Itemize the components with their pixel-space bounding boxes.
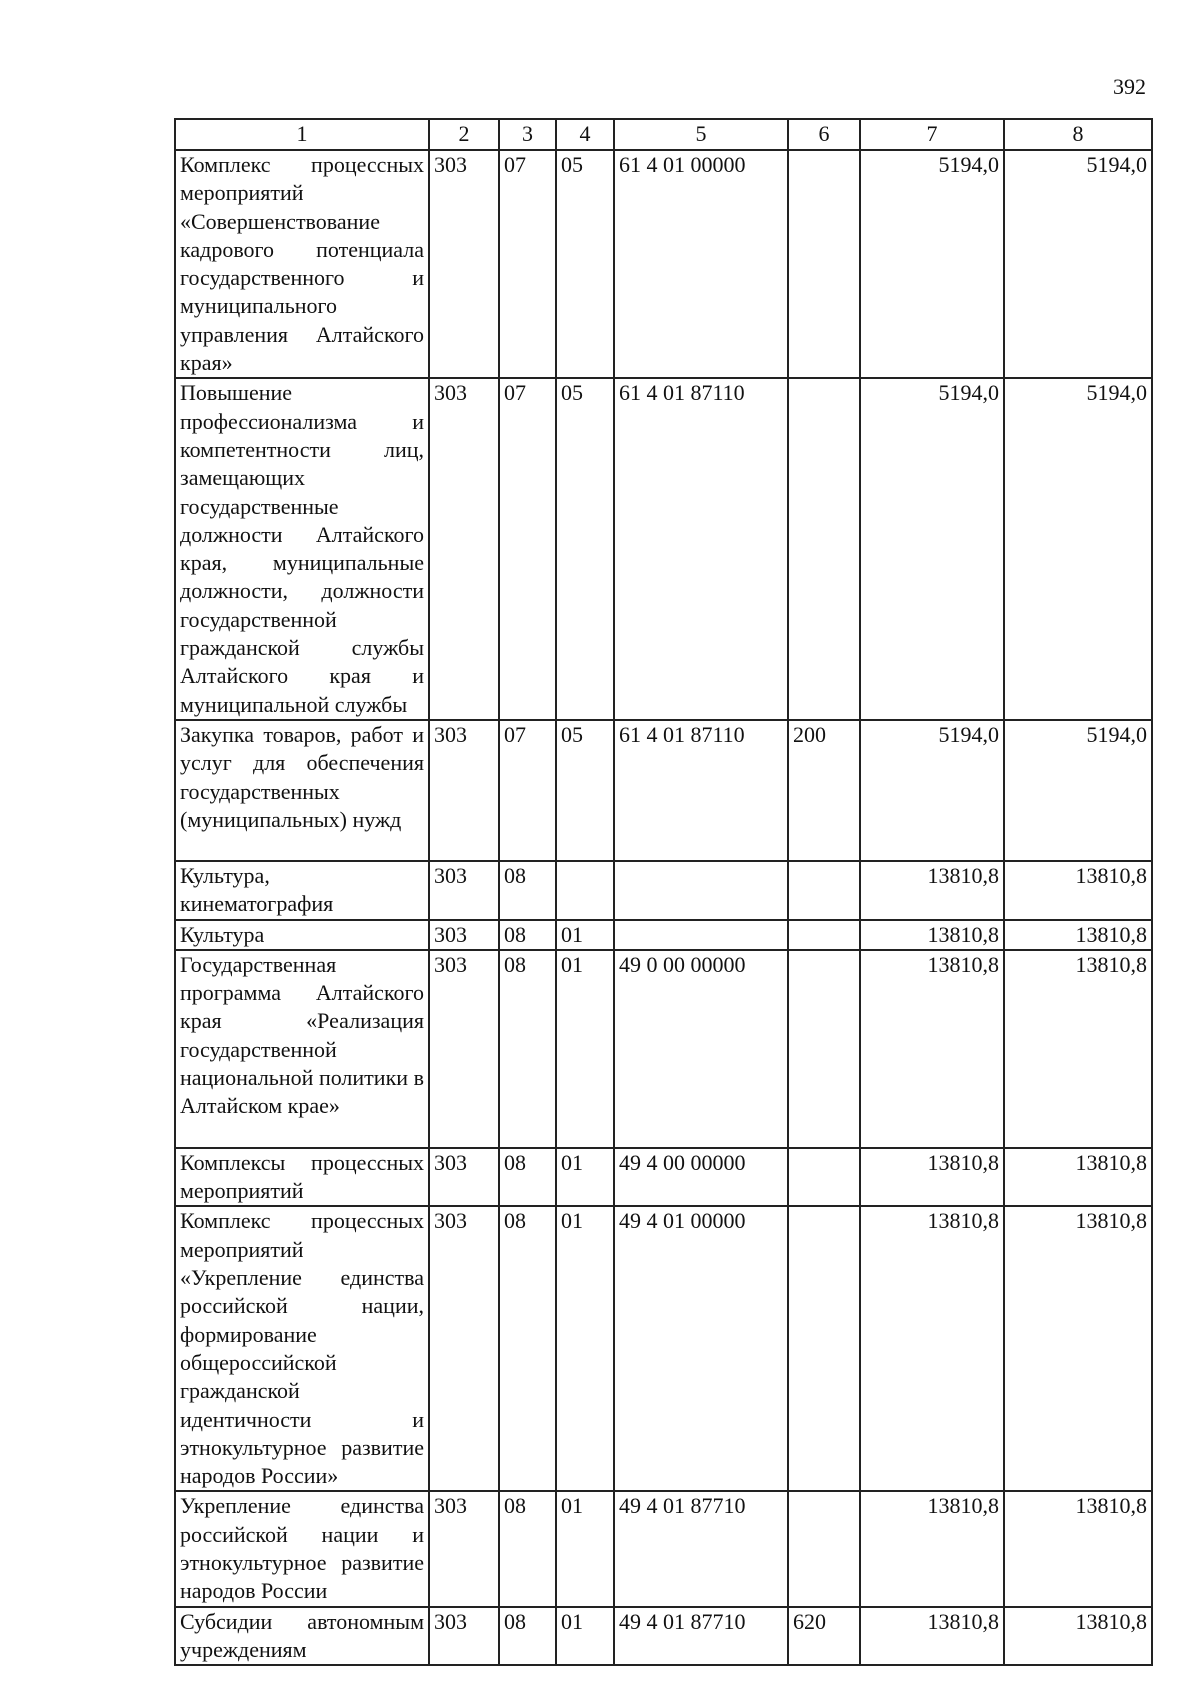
cell-col-5 bbox=[614, 920, 788, 950]
cell-col-5: 49 0 00 00000 bbox=[614, 950, 788, 1148]
cell-col-3: 07 bbox=[499, 378, 556, 720]
cell-col-3: 08 bbox=[499, 1491, 556, 1606]
cell-col-2: 303 bbox=[429, 861, 499, 920]
cell-col-3: 08 bbox=[499, 920, 556, 950]
header-col-8: 8 bbox=[1004, 119, 1152, 150]
cell-col-5: 61 4 01 87110 bbox=[614, 720, 788, 861]
cell-col-2: 303 bbox=[429, 920, 499, 950]
cell-col-4: 05 bbox=[556, 150, 614, 378]
cell-col-7: 13810,8 bbox=[860, 1491, 1004, 1606]
table-row bbox=[175, 1148, 1152, 1207]
table-row bbox=[175, 720, 1152, 861]
cell-col-6 bbox=[788, 378, 860, 720]
cell-col-3: 08 bbox=[499, 1607, 556, 1666]
cell-col-2: 303 bbox=[429, 150, 499, 378]
page-number: 392 bbox=[1113, 74, 1146, 99]
cell-col-2: 303 bbox=[429, 720, 499, 861]
cell-col-5: 49 4 01 00000 bbox=[614, 1206, 788, 1491]
table-row bbox=[175, 950, 1152, 1148]
row-name: Повышение профессионализма и компетентности лиц, замещающих государственные должности Алтайского края, муниципальные должности, должности государственной гражданской службы Алтайского края и муниципальной службы bbox=[175, 378, 429, 720]
header-col-1: 1 bbox=[175, 119, 429, 150]
cell-col-2: 303 bbox=[429, 1148, 499, 1207]
cell-col-8: 13810,8 bbox=[1004, 861, 1152, 920]
cell-col-2: 303 bbox=[429, 950, 499, 1148]
cell-col-7: 5194,0 bbox=[860, 150, 1004, 378]
row-name: Комплексы процессных мероприятий bbox=[175, 1148, 429, 1207]
cell-col-2: 303 bbox=[429, 1206, 499, 1491]
row-name: Субсидии автономным учреждениям bbox=[175, 1607, 429, 1666]
cell-col-3: 07 bbox=[499, 720, 556, 861]
cell-col-7: 13810,8 bbox=[860, 1607, 1004, 1666]
cell-col-8: 13810,8 bbox=[1004, 1148, 1152, 1207]
cell-col-7: 5194,0 bbox=[860, 378, 1004, 720]
cell-col-7: 5194,0 bbox=[860, 720, 1004, 861]
cell-col-6 bbox=[788, 920, 860, 950]
row-name: Комплекс процессных мероприятий «Укрепление единства российской нации, формирование общероссийской гражданской идентичности и этнокультурное развитие народов России» bbox=[175, 1206, 429, 1491]
row-name: Культура, кинематография bbox=[175, 861, 429, 920]
cell-col-6 bbox=[788, 950, 860, 1148]
cell-col-4: 05 bbox=[556, 378, 614, 720]
cell-col-2: 303 bbox=[429, 378, 499, 720]
cell-col-6 bbox=[788, 150, 860, 378]
cell-col-4: 01 bbox=[556, 920, 614, 950]
cell-col-8: 13810,8 bbox=[1004, 1607, 1152, 1666]
cell-col-2: 303 bbox=[429, 1491, 499, 1606]
header-col-7: 7 bbox=[860, 119, 1004, 150]
cell-col-6 bbox=[788, 1148, 860, 1207]
cell-col-6 bbox=[788, 1491, 860, 1606]
cell-col-5: 49 4 01 87710 bbox=[614, 1491, 788, 1606]
cell-col-5: 49 4 01 87710 bbox=[614, 1607, 788, 1666]
table-row bbox=[175, 150, 1152, 378]
cell-col-3: 08 bbox=[499, 861, 556, 920]
budget-table bbox=[174, 118, 1153, 1666]
table-row bbox=[175, 1206, 1152, 1491]
table-row bbox=[175, 1607, 1152, 1666]
cell-col-3: 08 bbox=[499, 950, 556, 1148]
cell-col-7: 13810,8 bbox=[860, 920, 1004, 950]
cell-col-4: 01 bbox=[556, 1148, 614, 1207]
cell-col-8: 13810,8 bbox=[1004, 1491, 1152, 1606]
table-row bbox=[175, 378, 1152, 720]
cell-col-5 bbox=[614, 861, 788, 920]
cell-col-3: 08 bbox=[499, 1206, 556, 1491]
cell-col-5: 49 4 00 00000 bbox=[614, 1148, 788, 1207]
cell-col-4: 01 bbox=[556, 1491, 614, 1606]
row-name: Укрепление единства российской нации и этнокультурное развитие народов России bbox=[175, 1491, 429, 1606]
header-col-5: 5 bbox=[614, 119, 788, 150]
cell-col-8: 5194,0 bbox=[1004, 720, 1152, 861]
cell-col-8: 13810,8 bbox=[1004, 1206, 1152, 1491]
cell-col-8: 13810,8 bbox=[1004, 920, 1152, 950]
cell-col-7: 13810,8 bbox=[860, 1148, 1004, 1207]
cell-col-5: 61 4 01 00000 bbox=[614, 150, 788, 378]
cell-col-4: 05 bbox=[556, 720, 614, 861]
cell-col-8: 13810,8 bbox=[1004, 950, 1152, 1148]
cell-col-6: 620 bbox=[788, 1607, 860, 1666]
cell-col-7: 13810,8 bbox=[860, 861, 1004, 920]
cell-col-7: 13810,8 bbox=[860, 1206, 1004, 1491]
cell-col-4: 01 bbox=[556, 1607, 614, 1666]
cell-col-3: 08 bbox=[499, 1148, 556, 1207]
cell-col-5: 61 4 01 87110 bbox=[614, 378, 788, 720]
cell-col-4: 01 bbox=[556, 1206, 614, 1491]
cell-col-8: 5194,0 bbox=[1004, 150, 1152, 378]
cell-col-4: 01 bbox=[556, 950, 614, 1148]
cell-col-7: 13810,8 bbox=[860, 950, 1004, 1148]
header-col-4: 4 bbox=[556, 119, 614, 150]
header-col-2: 2 bbox=[429, 119, 499, 150]
cell-col-3: 07 bbox=[499, 150, 556, 378]
cell-col-6: 200 bbox=[788, 720, 860, 861]
table-row bbox=[175, 861, 1152, 920]
cell-col-6 bbox=[788, 1206, 860, 1491]
row-name: Культура bbox=[175, 920, 429, 950]
table-row bbox=[175, 1491, 1152, 1606]
table-row bbox=[175, 920, 1152, 950]
cell-col-8: 5194,0 bbox=[1004, 378, 1152, 720]
header-row bbox=[175, 119, 1152, 150]
row-name: Комплекс процессных мероприятий «Совершенствование кадрового потенциала государственного и муниципального управления Алтайского края» bbox=[175, 150, 429, 378]
cell-col-4 bbox=[556, 861, 614, 920]
cell-col-2: 303 bbox=[429, 1607, 499, 1666]
row-name: Государственная программа Алтайского края «Реализация государственной национальной политики в Алтайском крае» bbox=[175, 950, 429, 1148]
header-col-6: 6 bbox=[788, 119, 860, 150]
header-col-3: 3 bbox=[499, 119, 556, 150]
row-name: Закупка товаров, работ и услуг для обеспечения государственных (муниципальных) нужд bbox=[175, 720, 429, 861]
cell-col-6 bbox=[788, 861, 860, 920]
